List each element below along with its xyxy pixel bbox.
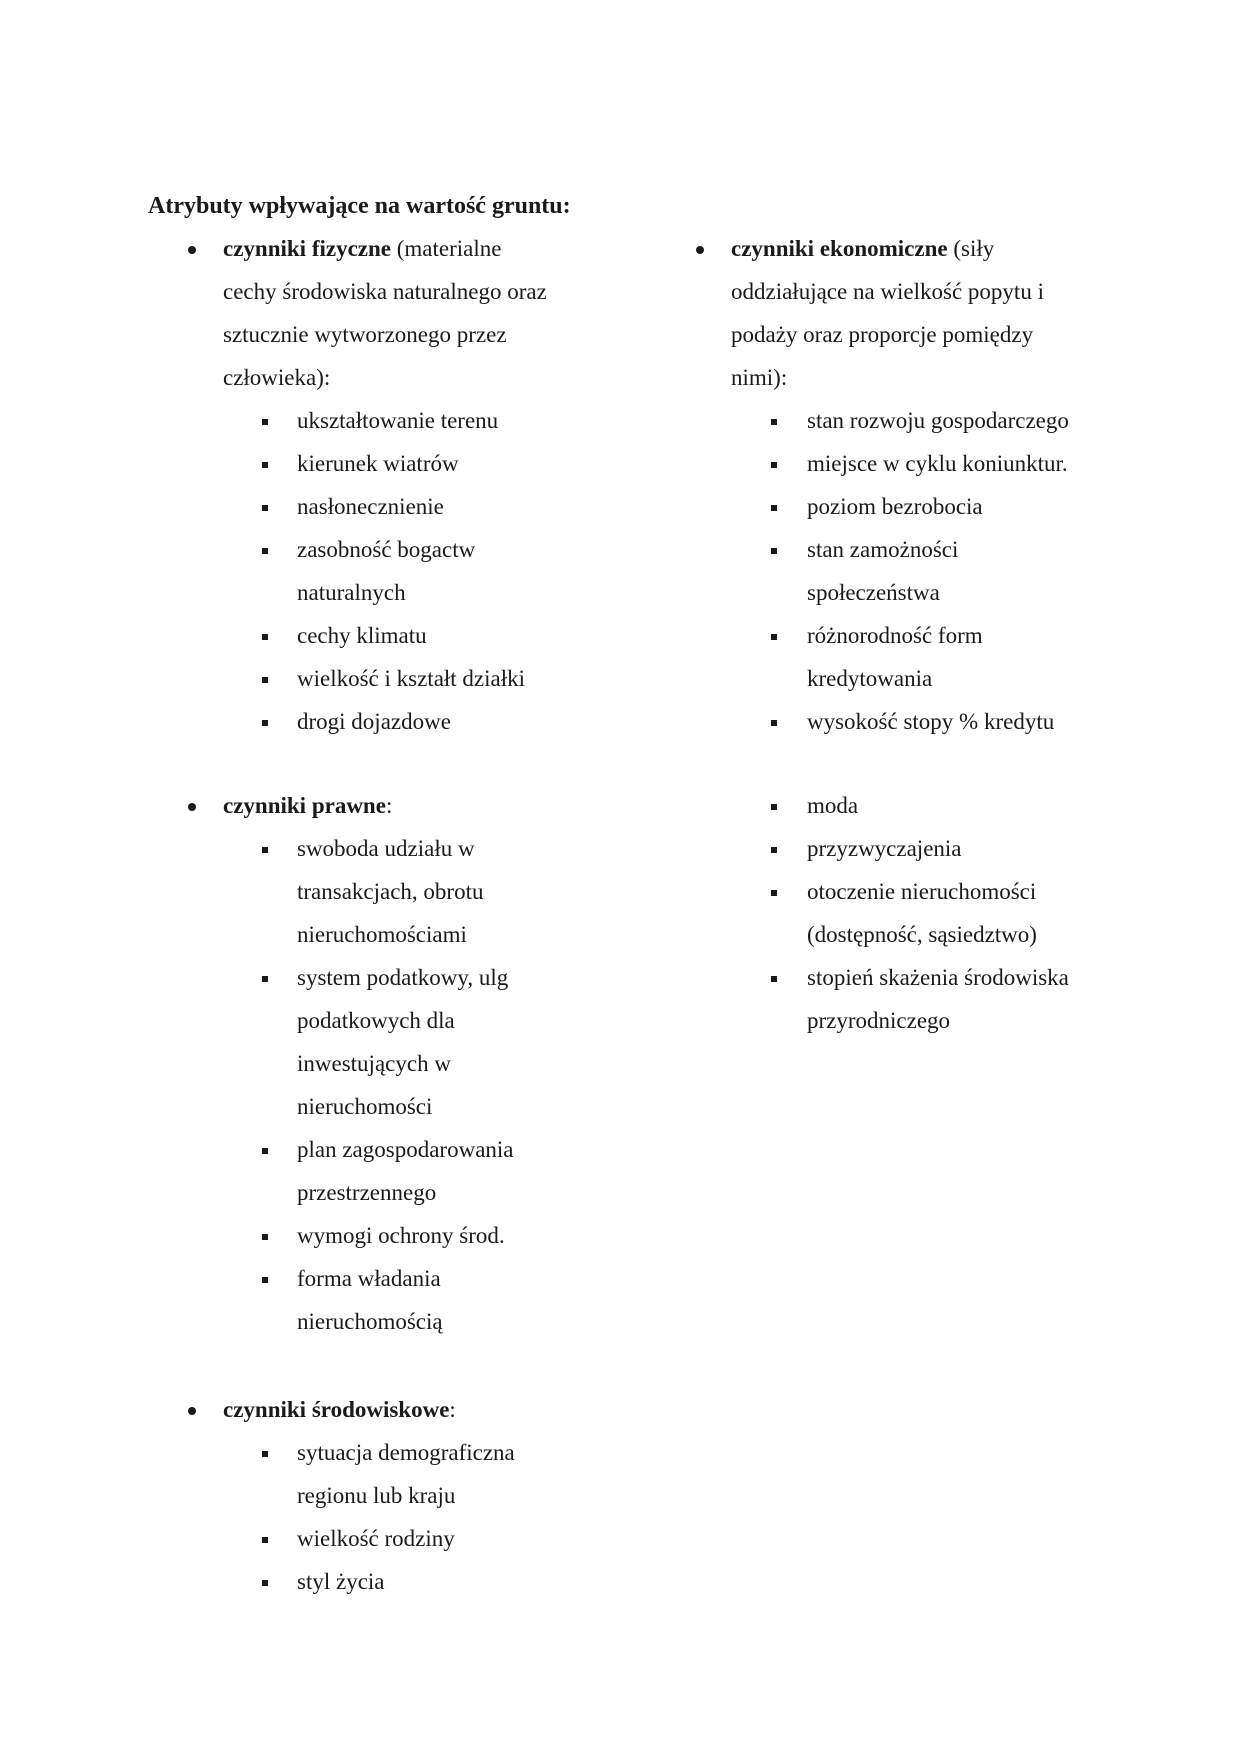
list-item-text: wielkość i kształt działki (297, 666, 526, 691)
square-bullet-icon (262, 1451, 268, 1457)
square-bullet-icon (262, 1537, 268, 1543)
list-item-text: nieruchomością (297, 1309, 443, 1334)
square-bullet-icon (771, 890, 777, 896)
round-bullet-icon (696, 246, 704, 254)
square-bullet-icon (262, 1234, 268, 1240)
list-item-text: wymogi ochrony środ. (297, 1223, 505, 1248)
square-bullet-icon (262, 720, 268, 726)
square-bullet-icon (262, 677, 268, 683)
square-bullet-icon (771, 804, 777, 810)
list-item-text: forma władania (297, 1266, 441, 1291)
section-heading-ekonomiczne (731, 233, 994, 265)
square-bullet-icon (262, 1580, 268, 1586)
list-item-text: inwestujących w (297, 1051, 451, 1076)
list-item-text: ukształtowanie terenu (297, 408, 499, 433)
page-title: Atrybuty wpływające na wartość gruntu: (148, 193, 571, 219)
list-item-text: system podatkowy, ulg (297, 965, 509, 990)
list-item-text: stopień skażenia środowiska (807, 965, 1069, 990)
section-heading-rest: (siły (947, 236, 995, 261)
square-bullet-icon (262, 634, 268, 640)
section-heading-fizyczne (223, 233, 501, 265)
list-item-text: moda (807, 793, 859, 818)
list-item-text: przestrzennego (297, 1180, 437, 1205)
list-item-text: poziom bezrobocia (807, 494, 983, 519)
list-item-text: nasłonecznienie (297, 494, 444, 519)
section-heading-bold: czynniki prawne (223, 793, 386, 818)
square-bullet-icon (262, 419, 268, 425)
list-item-text: transakcjach, obrotu (297, 879, 484, 904)
list-item-text: wysokość stopy % kredytu (807, 709, 1055, 734)
list-item-text: nieruchomości (297, 1094, 433, 1119)
list-item-text: różnorodność form (807, 623, 983, 648)
list-item-text: wielkość rodziny (297, 1526, 455, 1551)
list-item-text: nieruchomościami (297, 922, 467, 947)
square-bullet-icon (262, 976, 268, 982)
square-bullet-icon (771, 505, 777, 511)
list-item-text: sytuacja demograficzna (297, 1440, 515, 1465)
list-item-text: drogi dojazdowe (297, 709, 451, 734)
section-heading-continuation: człowieka): (223, 365, 331, 390)
section-heading-rest: (materialne (391, 236, 502, 261)
list-item-text: plan zagospodarowania (297, 1137, 514, 1162)
section-heading-continuation: oddziałujące na wielkość popytu i (731, 279, 1044, 304)
square-bullet-icon (262, 505, 268, 511)
list-item-text: (dostępność, sąsiedztwo) (807, 922, 1037, 947)
list-item-text: kredytowania (807, 666, 933, 691)
list-item-text: naturalnych (297, 580, 406, 605)
list-item-text: miejsce w cyklu koniunktur. (807, 451, 1068, 476)
list-item-text: otoczenie nieruchomości (807, 879, 1037, 904)
square-bullet-icon (262, 847, 268, 853)
round-bullet-icon (188, 803, 196, 811)
list-item-text: stan zamożności (807, 537, 959, 562)
square-bullet-icon (262, 548, 268, 554)
list-item-text: zasobność bogactw (297, 537, 476, 562)
section-heading-bold: czynniki fizyczne (223, 236, 391, 261)
square-bullet-icon (771, 548, 777, 554)
list-item-text: społeczeństwa (807, 580, 940, 605)
round-bullet-icon (188, 1407, 196, 1415)
section-heading-rest: : (385, 793, 393, 818)
square-bullet-icon (771, 847, 777, 853)
square-bullet-icon (262, 1148, 268, 1154)
list-item-text: przyrodniczego (807, 1008, 951, 1033)
square-bullet-icon (771, 720, 777, 726)
square-bullet-icon (771, 634, 777, 640)
square-bullet-icon (262, 1277, 268, 1283)
list-item-text: stan rozwoju gospodarczego (807, 408, 1069, 433)
section-heading-continuation: nimi): (731, 365, 788, 390)
section-heading-bold: czynniki ekonomiczne (731, 236, 948, 261)
list-item-text: cechy klimatu (297, 623, 427, 648)
section-heading-continuation: podaży oraz proporcje pomiędzy (731, 322, 1034, 347)
list-item-text: swoboda udziału w (297, 836, 475, 861)
square-bullet-icon (262, 462, 268, 468)
section-heading-continuation: cechy środowiska naturalnego oraz (223, 279, 547, 304)
section-heading-rest: : (449, 1397, 456, 1422)
list-item-text: kierunek wiatrów (297, 451, 459, 476)
section-heading-prawne (223, 790, 392, 822)
list-item-text: styl życia (297, 1569, 385, 1594)
section-heading-bold: czynniki środowiskowe (223, 1397, 450, 1422)
list-item-text: podatkowych dla (297, 1008, 455, 1033)
section-heading-continuation: sztucznie wytworzonego przez (223, 322, 507, 347)
round-bullet-icon (188, 246, 196, 254)
square-bullet-icon (771, 419, 777, 425)
list-item-text: regionu lub kraju (297, 1483, 456, 1508)
square-bullet-icon (771, 976, 777, 982)
list-item-text: przyzwyczajenia (807, 836, 962, 861)
section-heading-srodowiskowe (223, 1394, 456, 1426)
square-bullet-icon (771, 462, 777, 468)
